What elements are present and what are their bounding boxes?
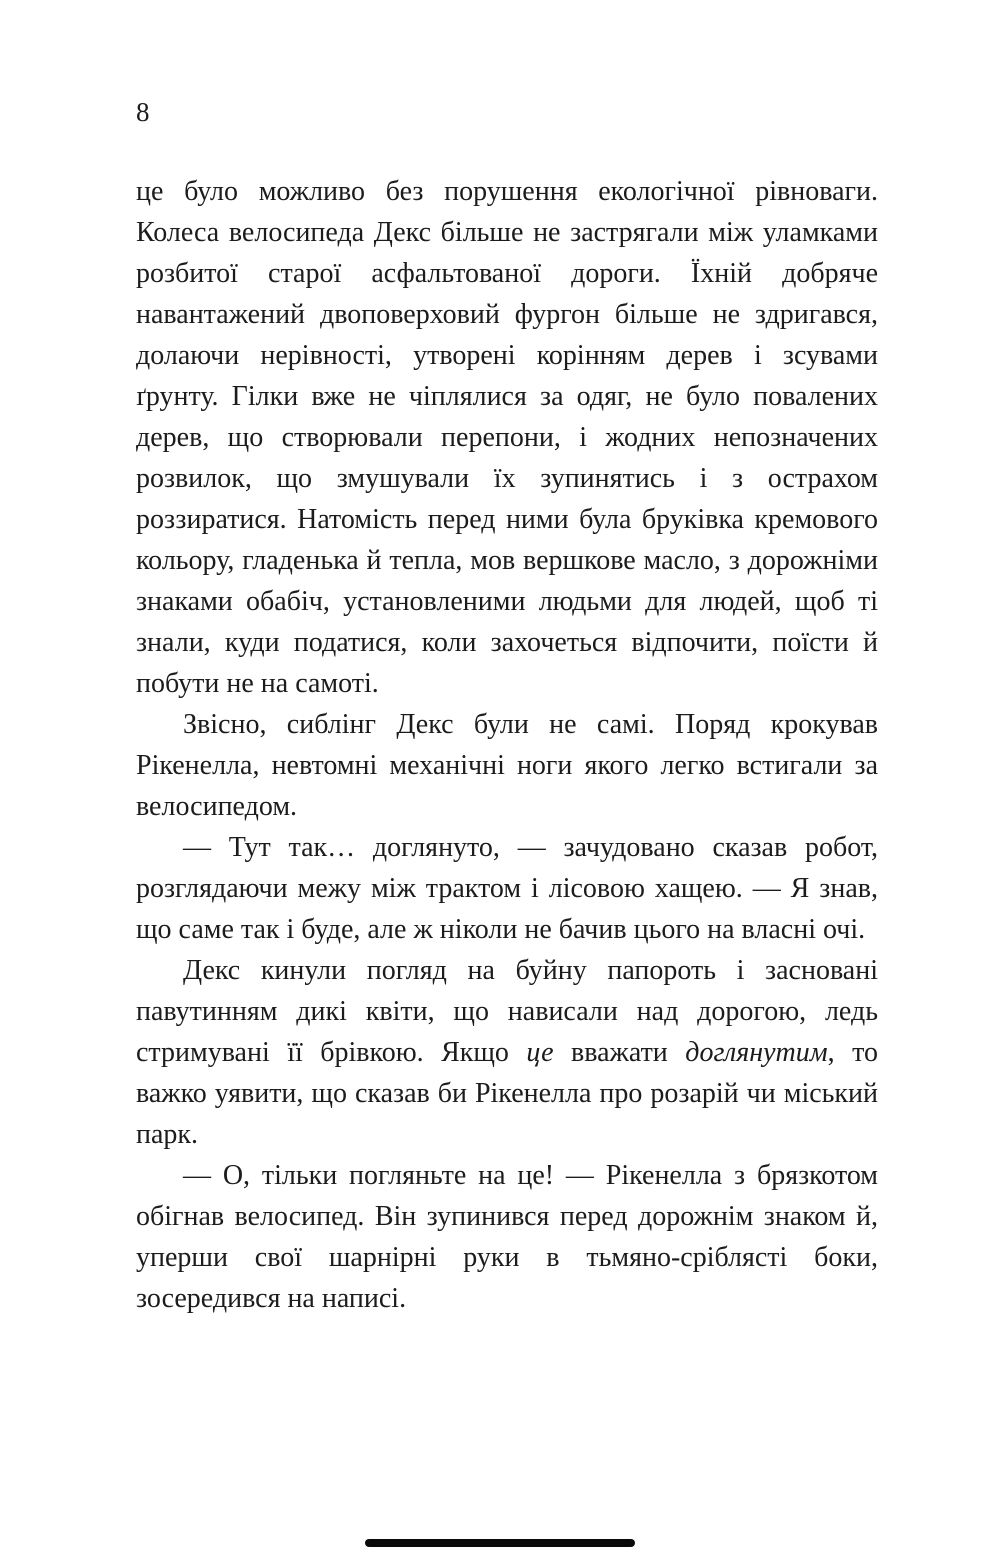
paragraph <box>136 704 878 827</box>
home-indicator-bar <box>365 1539 635 1547</box>
text-segment: Декс кинули погляд на буйну папороть і засновані павутинням дикі квіти, що нависали над дорогою, ледь стримувані її брівкою. Якщо <box>136 955 878 1068</box>
italic-text-segment: це <box>526 1037 554 1068</box>
page-number: 8 <box>136 97 150 127</box>
paragraph <box>136 171 878 704</box>
text-segment: , то важко уявити, що сказав би Рікенелла про розарій чи міський парк. <box>136 1037 878 1150</box>
text-segment: — Тут так… доглянуто, — зачудовано сказав робот, розглядаючи межу між трактом і лісовою хащею. — Я знав, що саме так і буде, але ж ніколи не бачив цього на власні очі. <box>136 832 878 945</box>
body-text <box>136 171 878 1319</box>
text-segment: Звісно, сиблінг Декс були не самі. Поряд крокував Рікенелла, невтомні механічні ноги якого легко встигали за велосипедом. <box>136 709 878 822</box>
text-segment: вважати <box>553 1037 686 1068</box>
text-segment: — О, тільки погляньте на це! — Рікенелла з брязкотом обігнав велосипед. Він зупинився перед дорожнім знаком й, уперши свої шарнірні руки в тьмяно-сріблясті боки, зосередився на написі. <box>136 1160 878 1314</box>
paragraph <box>136 950 878 1155</box>
paragraph <box>136 1155 878 1319</box>
text-segment: це було можливо без порушення екологічної рівноваги. Колеса велосипеда Декс більше не застрягали між уламками розбитої старої асфальтованої дороги. Їхній добряче навантажений двоповерховий фургон більше не здригався, долаючи нерівності, утворені корінням дерев і зсувами ґрунту. Гілки вже не чіплялися за одяг, не було повалених дерев, що створювали перепони, і жодних непозначених розвилок, що змушували їх зупинятись і з острахом роззиратися. Натомість перед ними була бруківка кремового кольору, гладенька й тепла, мов вершкове масло, з дорожніми знаками обабіч, установленими людьми для людей, щоб ті знали, куди податися, коли захочеться відпочити, поїсти й побути не на самоті. <box>136 176 878 699</box>
italic-text-segment: доглянутим <box>685 1037 828 1068</box>
paragraph <box>136 827 878 950</box>
